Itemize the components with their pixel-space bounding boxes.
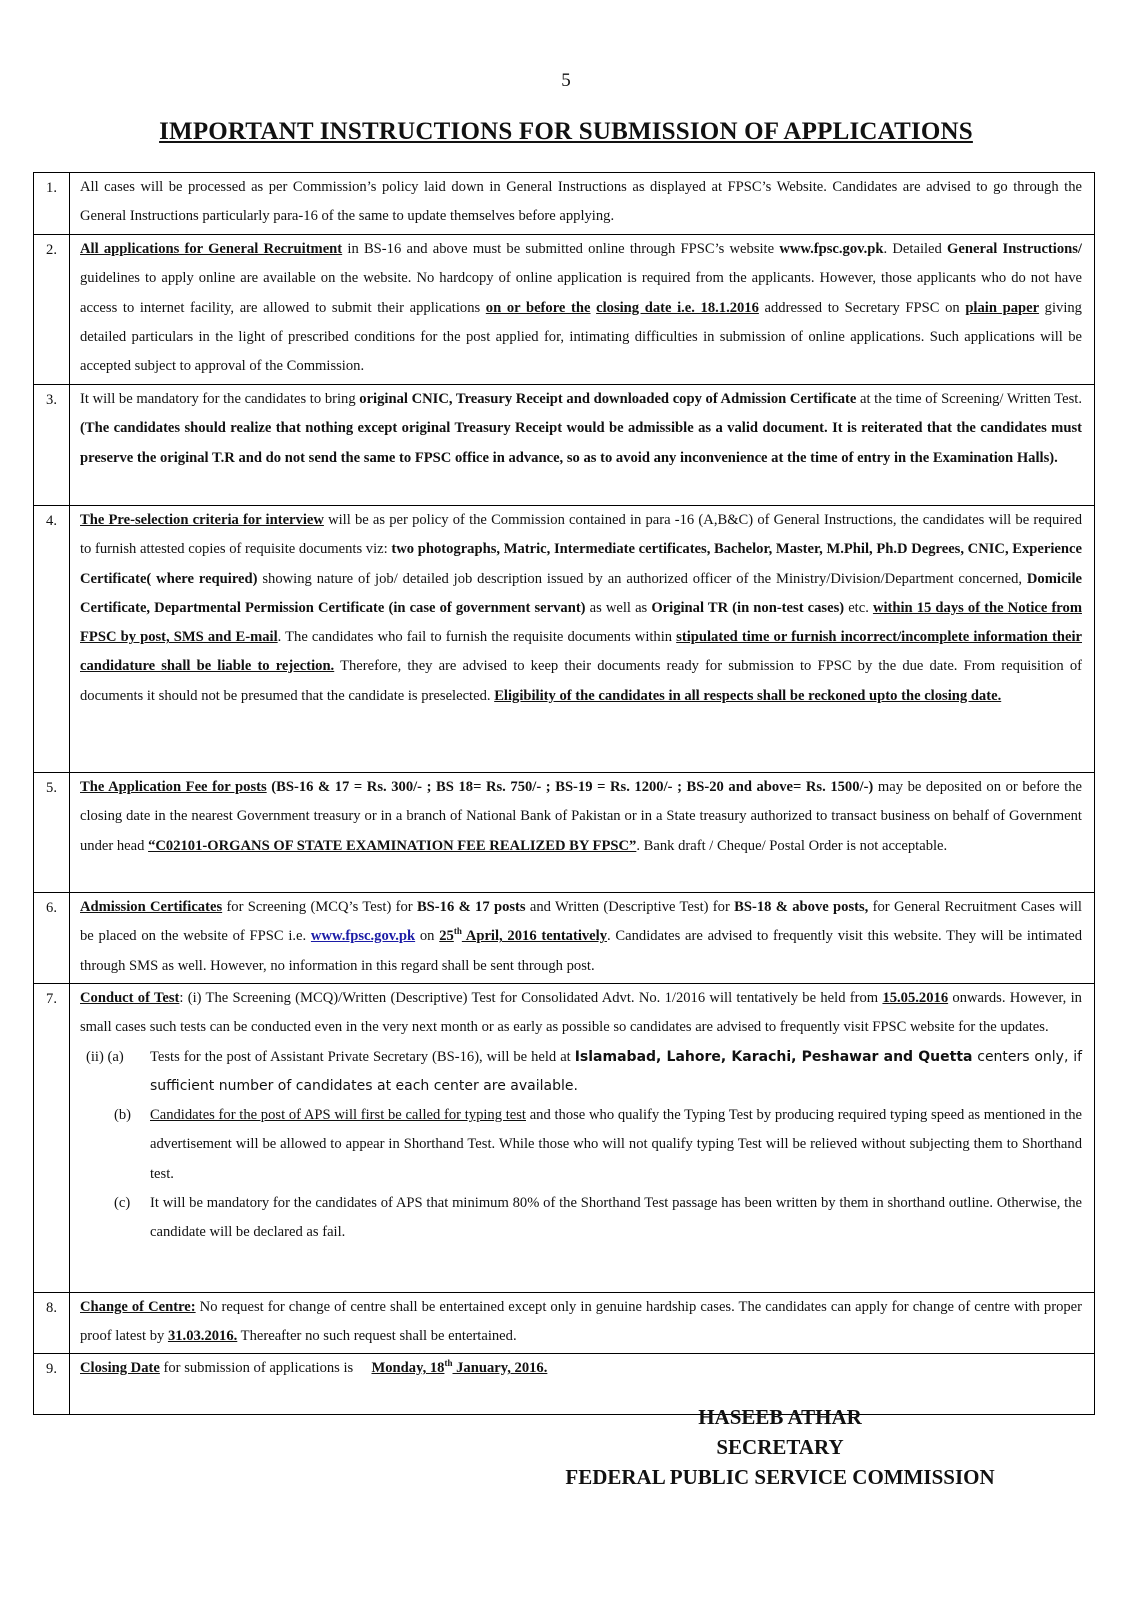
website-link[interactable]: www.fpsc.gov.pk [310, 928, 416, 945]
item-text: Conduct of Test: (i) The Screening (MCQ)/Written (Descriptive) Test for Consolidated Advt. No. 1/2016 will tentatively be held from 15.05.2016 onwards. However, in small cases such tests can be conducted even in the very next month or as early as possible so candidates are advised to frequently visit FPSC website for the updates. (ii) (a) Tests for the post of Assistant Private Secretary (BS-16), will be held at Islamabad, Lahore, Karachi, Peshawar and Quetta centers only, if sufficient number of candidates at each center are available. (b) Candidates for the post of APS will first be called for typing test and those who qualify the Typing Test by producing required typing speed as mentioned in the advertisement will be allowed to appear in Shorthand Test. While those who will not qualify typing Test will be relieved without subjecting them to Shorthand test. (c) It will be mandatory for the candidates of APS that minimum 80% of the Shorthand Test passage has been written by them in shorthand outline. Otherwise, the candidate will be declared as fail. [70, 984, 1095, 1293]
sub-item-a: (ii) (a) Tests for the post of Assistant Private Secretary (BS-16), will be held at Islamabad, Lahore, Karachi, Peshawar and Quetta centers only, if sufficient number of candidates at each center are available. [86, 1048, 1083, 1094]
instruction-row [34, 984, 1095, 1293]
item-number: 8. [34, 1293, 70, 1354]
instruction-row [34, 235, 1095, 385]
instruction-row [34, 1293, 1095, 1354]
item-number: 6. [34, 893, 70, 984]
signatory-designation: SECRETARY [716, 1435, 844, 1459]
item-number: 1. [34, 173, 70, 235]
page-title: IMPORTANT INSTRUCTIONS FOR SUBMISSION OF APPLICATIONS [159, 118, 973, 145]
signatory-name: HASEEB ATHAR [698, 1405, 862, 1429]
item-text: The Application Fee for posts (BS-16 & 17 = Rs. 300/- ; BS 18= Rs. 750/- ; BS-19 = Rs. 1200/- ; BS-20 and above= Rs. 1500/-) may be deposited on or before the closing date in the nearest Government treasury or in a branch of National Bank of Pakistan or in a State treasury authorized to transact business on behalf of Government under head “C02101-ORGANS OF STATE EXAMINATION FEE REALIZED BY FPSC”. Bank draft / Cheque/ Postal Order is not acceptable. [70, 773, 1095, 893]
website-link[interactable]: www.fpsc.gov.pk [779, 241, 884, 257]
instruction-row [34, 173, 1095, 235]
item-number: 9. [34, 1354, 70, 1415]
instruction-row [34, 773, 1095, 893]
item-text: Closing Date for submission of applications is Monday, 18th January, 2016. [70, 1354, 1095, 1415]
item-text: It will be mandatory for the candidates to bring original CNIC, Treasury Receipt and downloaded copy of Admission Certificate at the time of Screening/ Written Test. (The candidates should realize that nothing except original Treasury Receipt would be admissible as a valid document. It is reiterated that the candidates must preserve the original T.R and do not send the same to FPSC office in advance, so as to avoid any inconvenience at the time of entry in the Examination Halls). [70, 385, 1095, 506]
sub-item-c: (c) It will be mandatory for the candidates of APS that minimum 80% of the Shorthand Test passage has been written by them in shorthand outline. Otherwise, the candidate will be declared as fail. [114, 1195, 1082, 1241]
instruction-row [34, 506, 1095, 773]
signature-block [500, 1402, 1060, 1492]
item-text: Change of Centre: No request for change of centre shall be entertained except only in genuine hardship cases. The candidates can apply for change of centre with proper proof latest by 31.03.2016. Thereafter no such request shall be entertained. [70, 1293, 1095, 1354]
item-number: 3. [34, 385, 70, 506]
item-text: All cases will be processed as per Commission’s policy laid down in General Instructions as displayed at FPSC’s Website. Candidates are advised to go through the General Instructions particularly para-16 of the same to update themselves before applying. [70, 173, 1095, 235]
item-number: 5. [34, 773, 70, 893]
item-number: 4. [34, 506, 70, 773]
item-number: 7. [34, 984, 70, 1293]
item-text: All applications for General Recruitment in BS-16 and above must be submitted online through FPSC’s website www.fpsc.gov.pk. Detailed General Instructions/ guidelines to apply online are available on the website. No hardcopy of online application is required from the applicants. However, those applicants who do not have access to internet facility, are allowed to submit their applications on or before the closing date i.e. 18.1.2016 addressed to Secretary FPSC on plain paper giving detailed particulars in the light of prescribed conditions for the post applied for, intimating difficulties in submission of online applications. Such applications will be accepted subject to approval of the Commission. [70, 235, 1095, 385]
instruction-row [34, 893, 1095, 984]
instructions-table [33, 172, 1095, 1415]
item-number: 2. [34, 235, 70, 385]
page-number: 5 [561, 70, 571, 91]
item-text: Admission Certificates for Screening (MCQ’s Test) for BS-16 & 17 posts and Written (Descriptive Test) for BS-18 & above posts, for General Recruitment Cases will be placed on the website of FPSC i.e. www.fpsc.gov.pk on 25th April, 2016 tentatively. Candidates are advised to frequently visit this website. They will be intimated through SMS as well. However, no information in this regard shall be sent through post. [70, 893, 1095, 984]
sub-item-b: (b) Candidates for the post of APS will first be called for typing test and those who qualify the Typing Test by producing required typing speed as mentioned in the advertisement will be allowed to appear in Shorthand Test. While those who will not qualify typing Test will be relieved without subjecting them to Shorthand test. [114, 1107, 1083, 1182]
item-text: The Pre-selection criteria for interview will be as per policy of the Commission contained in para -16 (A,B&C) of General Instructions, the candidates will be required to furnish attested copies of requisite documents viz: two photographs, Matric, Intermediate certificates, Bachelor, Master, M.Phil, Ph.D Degrees, CNIC, Experience Certificate( where required) showing nature of job/ detailed job description issued by an authorized officer of the Ministry/Division/Department concerned, Domicile Certificate, Departmental Permission Certificate (in case of government servant) as well as Original TR (in non-test cases) etc. within 15 days of the Notice from FPSC by post, SMS and E-mail. The candidates who fail to furnish the requisite documents within stipulated time or furnish incorrect/incomplete information their candidature shall be liable to rejection. Therefore, they are advised to keep their documents ready for submission to FPSC by the due date. From requisition of documents it should not be presumed that the candidate is preselected. Eligibility of the candidates in all respects shall be reckoned upto the closing date. [70, 506, 1095, 773]
signatory-organization: FEDERAL PUBLIC SERVICE COMMISSION [565, 1465, 995, 1489]
instruction-row [34, 385, 1095, 506]
